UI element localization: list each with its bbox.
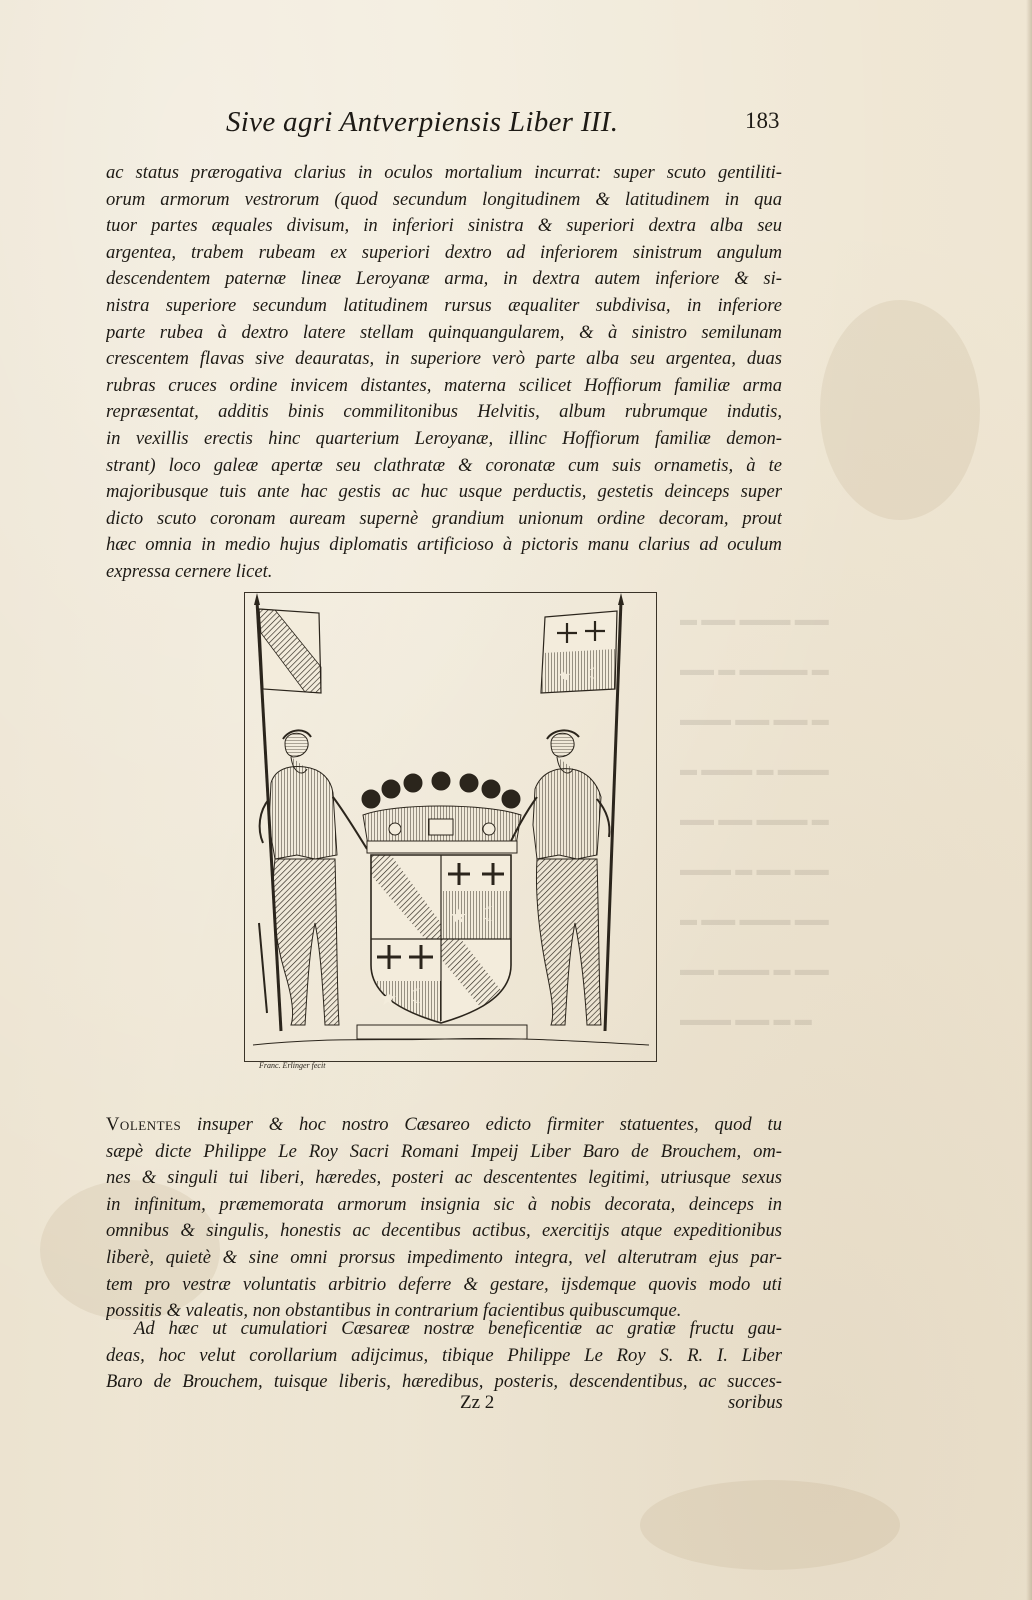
text-line: argentea, trabem rubeam ex superiori dextro ad inferiorem sinistrum angulum [106,241,782,263]
engraving-illustration [245,593,656,1061]
left-supporter [259,730,367,1025]
svg-text:☾: ☾ [587,664,602,683]
text-line: in vexillis erectis hinc quarterium Leroyanæ, illinc Hoffiorum familiæ demon- [106,427,782,449]
paragraph-ad-haec [106,1316,782,1396]
signature-mark: Zz 2 [460,1392,495,1413]
page-edge-shadow [1026,0,1032,1600]
svg-text:★: ★ [379,986,397,1010]
show-through-text: ▬ ▬▬▬ ▬ ▬▬▬ [680,760,829,779]
engraver-signature: Franc. Erlinger fecit [259,1061,326,1070]
show-through-text: ▬▬▬ ▬▬ ▬ ▬ [680,1010,812,1029]
page-number: 183 [745,108,780,133]
lead-word: Volentes [106,1114,182,1135]
show-through-text: ▬▬ ▬ ▬▬▬▬ ▬ [680,660,829,679]
text-line: sæpè dicte Philippe Le Roy Sacri Romani Impeij Liber Baro de Brouchem, om- [106,1140,782,1162]
running-header [0,106,1032,146]
svg-text:★: ★ [449,904,467,928]
text-line: tuor partes æquales divisum, in inferiori sinistra & superiori dextra alba seu [106,215,782,237]
text-line: crescentem flavas sive deauratas, in superiore verò parte alba seu argentea, duas [106,348,782,370]
paper-stain [820,300,980,520]
svg-text:★: ★ [557,666,572,685]
svg-text:☾: ☾ [481,902,499,926]
text-line: ac status prærogativa clarius in oculos mortalium incurrat: super scuto gentiliti- [106,162,782,183]
text-line: deas, hoc velut corollarium adijcimus, tibique Philippe Le Roy S. R. I. Liber [106,1344,782,1366]
text-line: strant) loco galeæ apertæ seu clathratæ & coronatæ cum suis ornametis, à te [106,454,782,476]
text-line: omnibus & singulis, honestis ac decentibus actibus, exercitijs atque expeditionibus [106,1220,782,1242]
text-line: tem pro vestræ voluntatis arbitrio deferre & gestare, ijsdemque quovis modo uti [106,1273,782,1295]
text-line: parte rubea à dextro latere stellam quinquangularem, & à sinistro semilunam [106,321,782,343]
text-line: nes & singuli tui liberi, hæredes, posteri ac descententes legitimi, utriusque sexus [106,1167,782,1189]
coat-of-arms-engraving [244,592,657,1070]
text-line: liberè, quietè & sine omni prorsus impedimento integra, vel alterutram ejus par- [106,1246,782,1268]
crown [362,772,521,853]
right-supporter [507,730,610,1025]
show-through-text: ▬ ▬▬ ▬▬▬ ▬▬ [680,610,829,629]
show-through-text: ▬ ▬▬ ▬▬▬ ▬▬ [680,910,829,929]
catchword: soribus [728,1392,783,1413]
show-through-text: ▬▬ ▬▬▬ ▬ ▬▬ [680,960,829,979]
text-line: majoribusque tuis ante hac gestis ac huc usque perductis, gestetis deinceps super [106,481,782,503]
show-through-text: ▬▬ ▬▬ ▬▬▬ ▬ [680,810,829,829]
running-title: Sive agri Antverpiensis Liber III. [226,106,619,138]
paragraph-opening [106,160,782,586]
svg-text:☾: ☾ [409,984,427,1008]
text-line: possitis & valeatis, non obstantibus in contrarium facientibus quibuscumque. [106,1300,682,1322]
show-through-text: ▬▬▬ ▬ ▬▬ ▬▬ [680,860,829,879]
text-line: repræsentat, additis binis commilitonibus Helvitis, album rubrumque indutis, [106,401,782,423]
text-line: Ad hæc ut cumulatiori Cæsareæ nostræ beneficentiæ ac gratiæ fructu gau- [134,1318,782,1339]
text-line: Volentes insuper & hoc nostro Cæsareo edicto firmiter statuentes, quod tu [106,1114,782,1135]
text-line: nistra superiore secundum latitudinem rursus æqualiter subdivisa, in inferiore [106,294,782,316]
paper-stain [640,1480,900,1570]
text-line: Baro de Brouchem, tuisque liberis, hæredibus, posteris, descendentibus, ac succes- [106,1371,782,1393]
text-line: dicto scuto coronam auream supernè grandium unionum ordine decoram, prout [106,507,782,529]
text-line: descendentem paternæ lineæ Leroyanæ arma, in dextra autem inferiore & si- [106,268,782,290]
show-through-text: ▬▬▬ ▬▬ ▬▬ ▬ [680,710,829,729]
text-line: hæc omnia in medio hujus diplomatis artificioso à pictoris manu clarius ad oculum [106,534,782,556]
text-line: expressa cernere licet. [106,560,273,582]
text-line: orum armorum vestrorum (quod secundum longitudinem & latitudinem in qua [106,188,782,210]
paragraph-volentes [106,1112,782,1325]
text-line: rubras cruces ordine invicem distantes, materna scilicet Hoffiorum familiæ arma [106,374,782,396]
text-line: in infinitum, præmemorata armorum insignia sic à nobis decorata, deinceps in [106,1193,782,1215]
